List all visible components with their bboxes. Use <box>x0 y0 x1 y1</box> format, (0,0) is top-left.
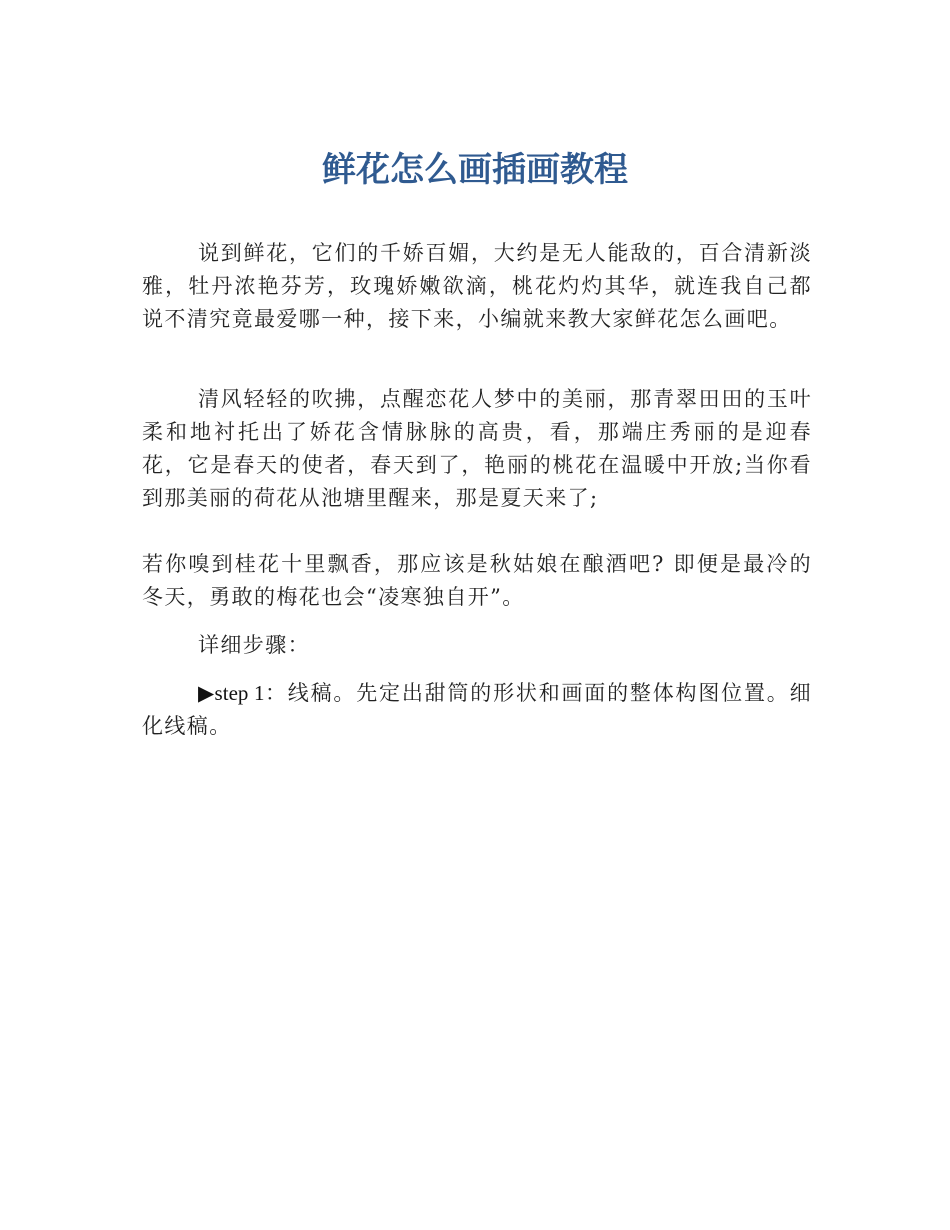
steps-heading: 详细步骤： <box>198 633 310 657</box>
step-1-paragraph <box>142 677 812 743</box>
paragraph-autumn-winter: 若你嗅到桂花十里飘香，那应该是秋姑娘在酿酒吧? 即便是最冷的冬天，勇敢的梅花也会“凌寒独自开”。 <box>142 552 812 609</box>
paragraph-intro: 说到鲜花，它们的千娇百媚，大约是无人能敌的，百合清新淡雅，牡丹浓艳芬芳，玫瑰娇嫩欲滴，桃花灼灼其华，就连我自己都说不清究竟最爱哪一种，接下来，小编就来教大家鲜花怎么画吧。 <box>142 241 812 331</box>
document-title: 鲜花怎么画插画教程 <box>322 150 628 190</box>
paragraph-seasons: 清风轻轻的吹拂，点醒恋花人梦中的美丽，那青翠田田的玉叶柔和地衬托出了娇花含情脉脉的高贵，看，那端庄秀丽的是迎春花，它是春天的使者，春天到了，艳丽的桃花在温暖中开放;当你看到那美丽的荷花从池塘里醒来，那是夏天来了; <box>142 387 812 510</box>
step-1-text: ：线稿。先定出甜筒的形状和画面的整体构图位置。细化线稿。 <box>142 681 812 738</box>
step-1-label: ▶step 1 <box>198 681 265 705</box>
